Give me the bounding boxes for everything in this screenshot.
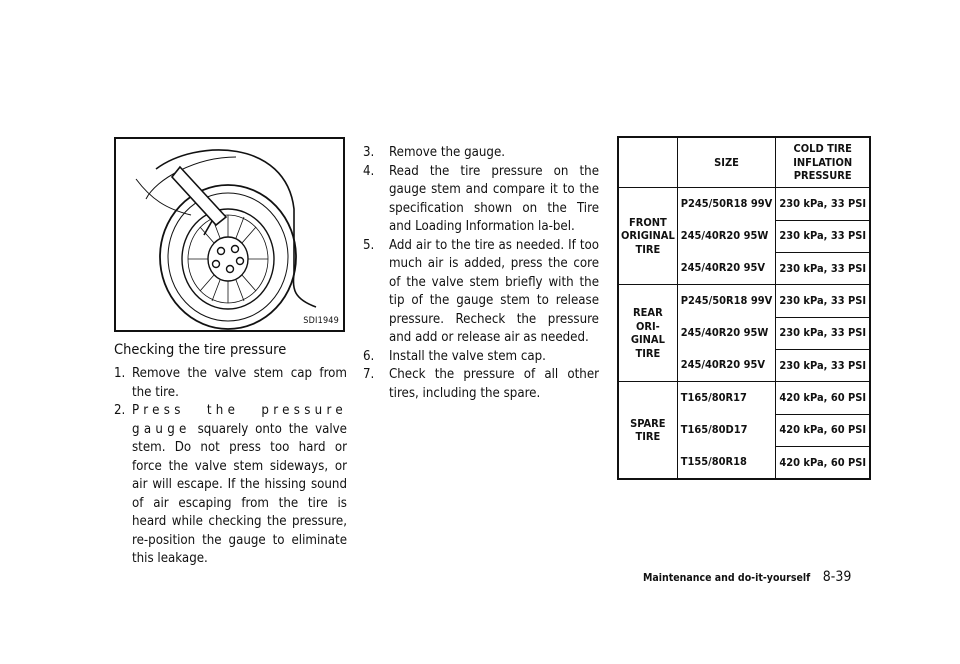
step-number: 5.	[363, 237, 375, 253]
size-cell: P245/50R18 99V	[677, 188, 776, 221]
page-footer	[643, 566, 851, 585]
step-text: Remove the valve stem cap from the tire.	[132, 366, 347, 400]
header-pressure: COLD TIRE INFLATION PRESSURE	[776, 137, 870, 188]
pressure-cell: 230 kPa, 33 PSI	[776, 252, 870, 285]
step-7	[363, 366, 599, 403]
step-number: 6.	[363, 348, 375, 364]
size-cell: 245/40R20 95W	[677, 220, 776, 252]
step-text: Add air to the tire as needed. If too much air is added, press the core of the valve stem briefly with the tip of the gauge stem to release pressure. Recheck the pressure and add or release air as needed.	[389, 237, 599, 345]
figure-code: SDI1949	[303, 316, 339, 326]
step-text: squarely onto the valve stem. Do not press too hard or force the valve stem sideways, or air will escape. If the hissing sound of air escaping from the tire is heard while checking the pressure, re-position the gauge to eliminate this leakage.	[132, 421, 347, 566]
size-cell: P245/50R18 99V	[677, 285, 776, 318]
header-size: SIZE	[677, 137, 776, 188]
group-label: SPARE TIRE	[618, 382, 677, 480]
page-number: 8-39	[822, 569, 852, 585]
header-blank	[618, 137, 677, 188]
tire-pressure-table	[617, 136, 871, 480]
step-text: Read the tire pressure on the gauge stem and compare it to the specification shown on the Tire and Loading Information la-bel.	[389, 163, 599, 234]
pressure-cell: 230 kPa, 33 PSI	[776, 220, 870, 252]
size-cell: T155/80R18	[677, 446, 776, 479]
size-cell: 245/40R20 95V	[677, 252, 776, 285]
size-cell: 245/40R20 95W	[677, 317, 776, 349]
tire-drawing	[116, 139, 343, 330]
size-cell: T165/80R17	[677, 382, 776, 415]
step-5	[363, 237, 599, 348]
tire-gauge-illustration	[114, 137, 345, 332]
pressure-cell: 420 kPa, 60 PSI	[776, 446, 870, 479]
step-3	[363, 144, 599, 163]
size-cell: 245/40R20 95V	[677, 349, 776, 382]
footer-section-title: Maintenance and do-it-yourself	[643, 572, 811, 584]
group-label: FRONT ORIGINAL TIRE	[618, 188, 677, 285]
step-number: 7.	[363, 367, 375, 382]
table-row	[618, 285, 870, 318]
table-row	[618, 188, 870, 221]
section-heading: Checking the tire pressure	[114, 342, 287, 358]
step-text: Remove the gauge.	[389, 145, 506, 160]
group-label: REAR ORI-GINAL TIRE	[618, 285, 677, 382]
step-2	[114, 402, 347, 569]
table-header-row	[618, 137, 870, 188]
step-number: 4.	[363, 163, 375, 179]
step-number: 1.	[114, 366, 126, 381]
step-text: Install the valve stem cap.	[389, 348, 546, 364]
steps-list-middle	[363, 144, 599, 403]
step-6	[363, 348, 599, 367]
pressure-cell: 420 kPa, 60 PSI	[776, 414, 870, 446]
pressure-cell: 230 kPa, 33 PSI	[776, 349, 870, 382]
step-4	[363, 163, 599, 237]
step-text-spread: Press the pressure gauge	[132, 403, 347, 437]
pressure-cell: 230 kPa, 33 PSI	[776, 317, 870, 349]
table-row	[618, 382, 870, 415]
step-number: 3.	[363, 145, 375, 160]
size-cell: T165/80D17	[677, 414, 776, 446]
pressure-cell: 230 kPa, 33 PSI	[776, 188, 870, 221]
pressure-cell: 230 kPa, 33 PSI	[776, 285, 870, 318]
step-number: 2.	[114, 403, 126, 418]
pressure-cell: 420 kPa, 60 PSI	[776, 382, 870, 415]
step-1	[114, 365, 347, 402]
step-text: Check the pressure of all other tires, including the spare.	[389, 367, 599, 401]
steps-list-left	[114, 365, 347, 569]
